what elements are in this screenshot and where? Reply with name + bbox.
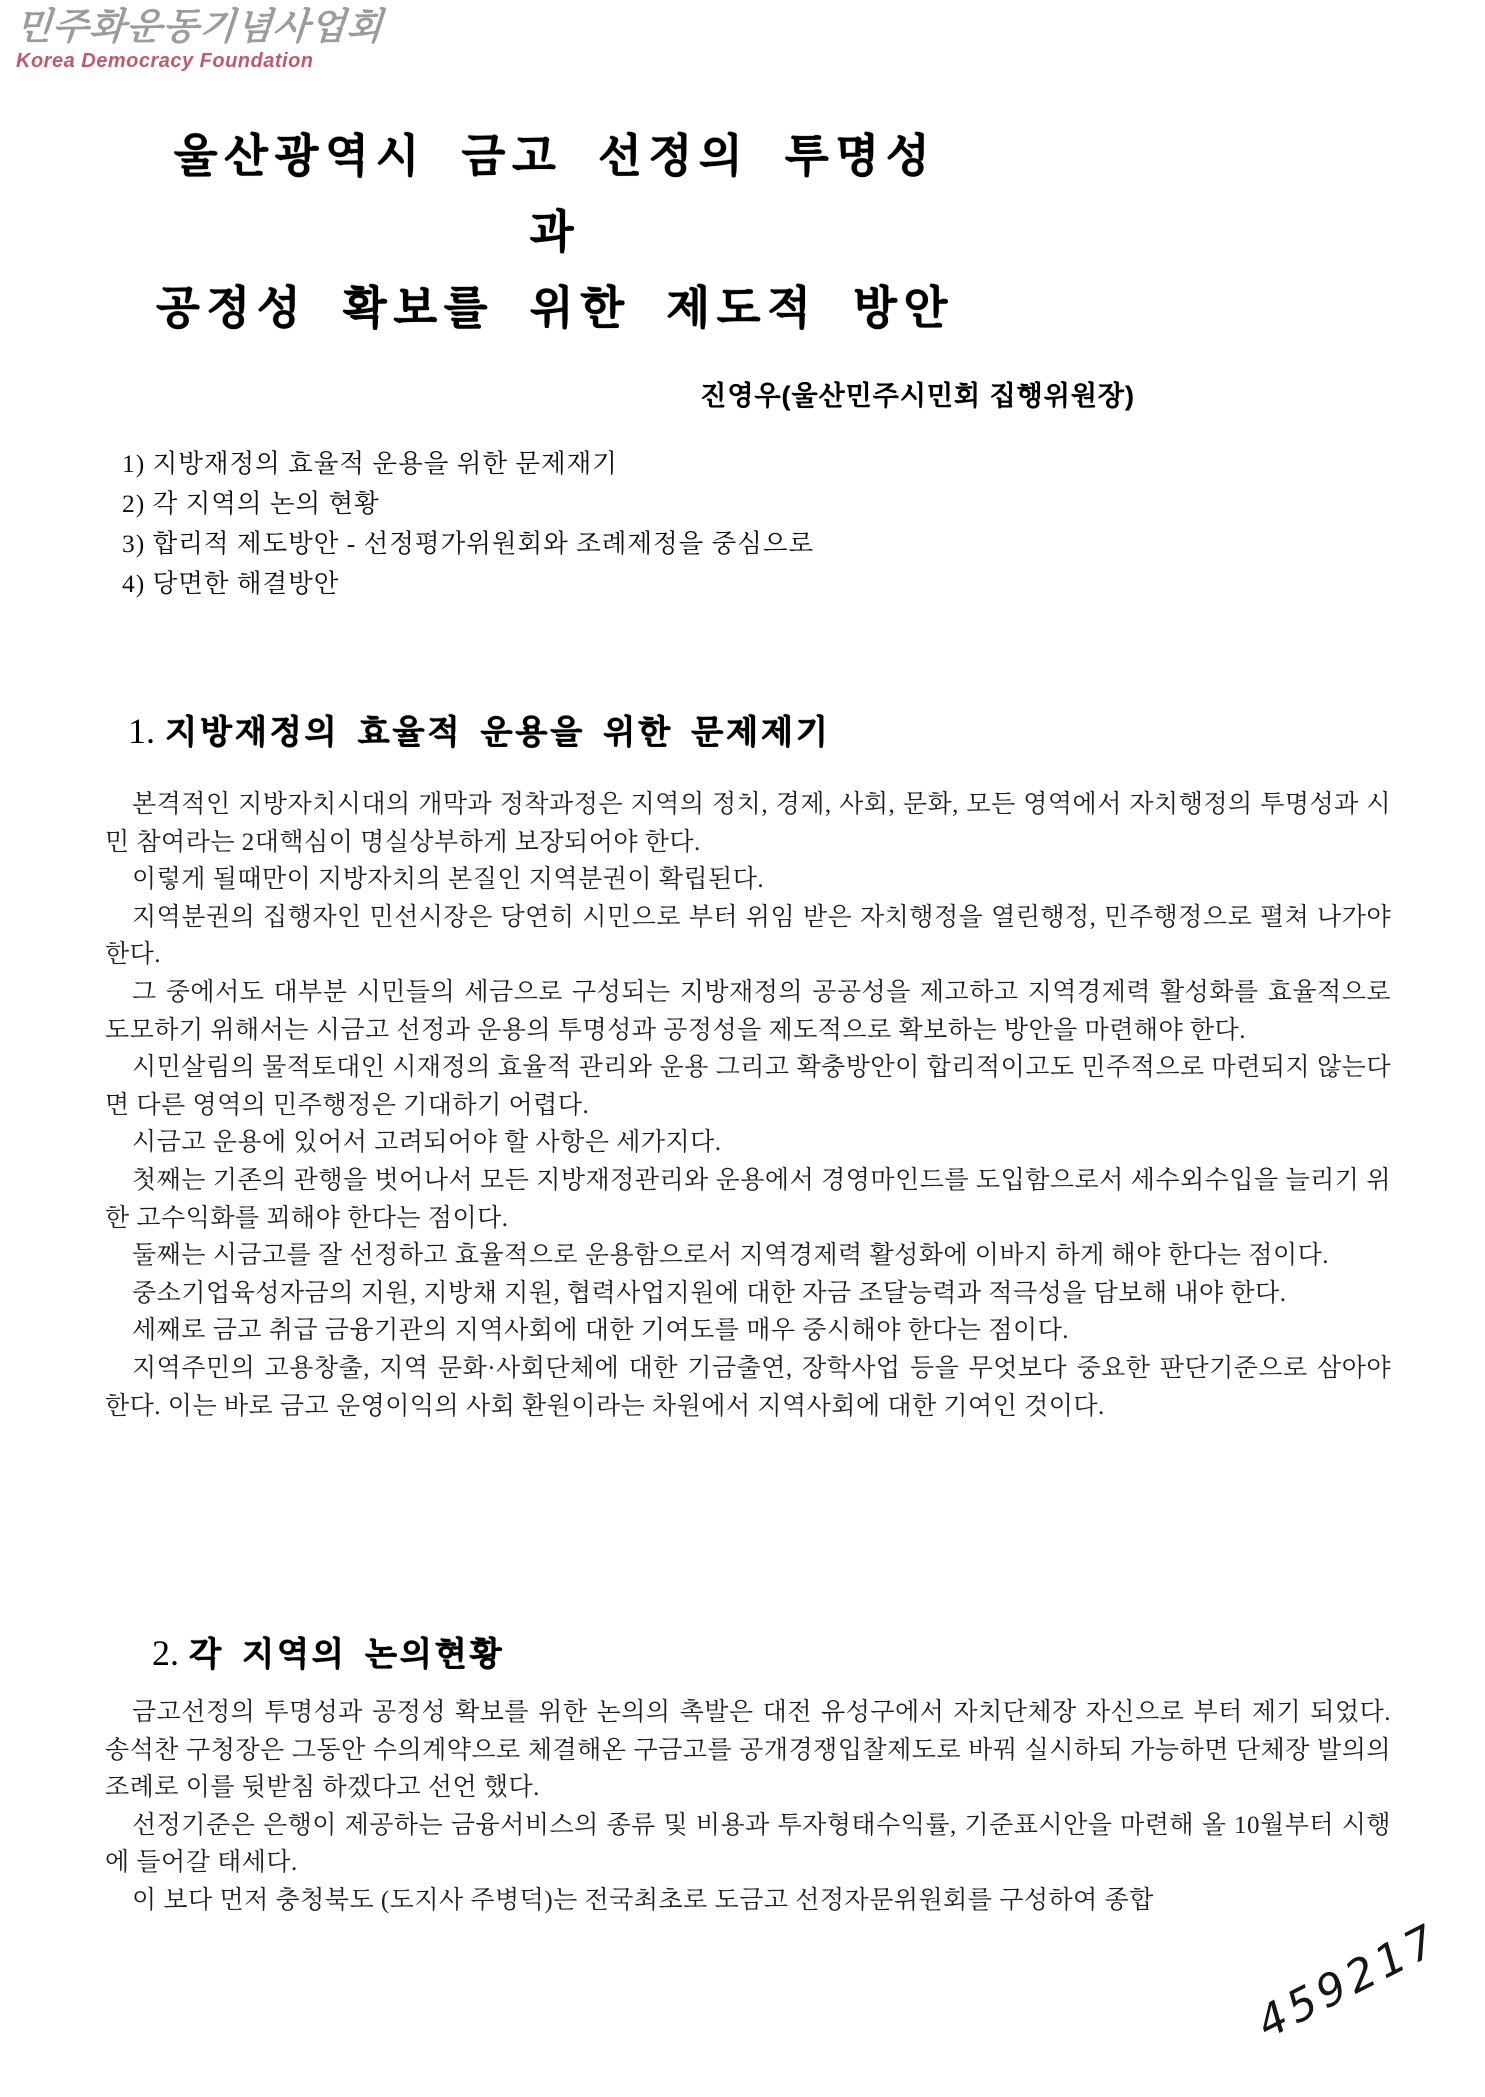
section-1-title: 지방재정의 효율적 운용을 위한 문제제기 [165,713,831,750]
paragraph: 그 중에서도 대부분 시민들의 세금으로 구성되는 지방재정의 공공성을 제고하고 지역경제력 활성화를 효율적으로 도모하기 위해서는 시금고 선정과 운용의 투명성과 공정성을 제도적으로 확보하는 방안을 마련해야 한다. [105,978,1391,1044]
paragraph: 지역분권의 집행자인 민선시장은 당연히 시민으로 부터 위임 받은 자치행정을 열린행정, 민주행정으로 펼쳐 나가야 한다. [105,903,1391,969]
paragraph: 첫째는 기존의 관행을 벗어나서 모든 지방재정관리와 운용에서 경영마인드를 도입함으로서 세수외수입을 늘리기 위한 고수익화를 꾀해야 한다는 점이다. [105,1166,1391,1232]
paragraph: 지역주민의 고용창출, 지역 문화·사회단체에 대한 기금출연, 장학사업 등을 무엇보다 중요한 판단기준으로 삼아야 한다. 이는 바로 금고 운영이익의 사회 환원이라는 차원에서 지역사회에 대한 기여인 것이다. [105,1354,1391,1420]
document-title-line1: 울산광역시 금고 선정의 투명성과 [173,130,937,257]
document-title [150,118,960,346]
paragraph: 이렇게 될때만이 지방자치의 본질인 지역분권이 확립된다. [132,866,765,894]
author-byline: 진영우(울산민주시민회 집행위원장) [700,381,1135,411]
section-1-number: 1. [128,711,155,751]
paragraph: 시민살림의 물적토대인 시재정의 효율적 관리와 운용 그리고 확충방안이 합리적이고도 민주적으로 마련되지 않는다면 다른 영역의 민주행정은 기대하기 어렵다. [105,1054,1391,1119]
toc-item-1: 1) 지방재정의 효율적 운용을 위한 문제재기 [122,449,618,478]
paragraph: 선정기준은 은행이 제공하는 금융서비스의 종류 및 비용과 투자형태수익률, 기준표시안을 마련해 올 10월부터 시행에 들어갈 태세다. [105,1811,1391,1877]
paragraph: 본격적인 지방자치시대의 개막과 정착과정은 지역의 정치, 경제, 사회, 문화, 모든 영역에서 자치행정의 투명성과 시민 참여라는 2대핵심이 명실상부하게 보장되어야 한다. [105,791,1391,856]
table-of-contents [122,444,814,604]
paragraph: 중소기업육성자금의 지원, 지방채 지원, 협력사업지원에 대한 자금 조달능력과 적극성을 담보해 내야 한다. [132,1279,1287,1307]
toc-item-2: 2) 각 지역의 논의 현황 [122,489,380,518]
paragraph: 시금고 운용에 있어서 고려되어야 할 사항은 세가지다. [132,1129,722,1157]
logo-korean-text: 민주화운동기념사업회 [14,4,385,48]
section-1-body [105,786,1391,1425]
section-2-number: 2. [152,1633,179,1673]
section-2-title: 각 지역의 논의현황 [189,1635,505,1672]
paragraph: 세째로 금고 취급 금융기관의 지역사회에 대한 기여도를 매우 중시해야 한다는 점이다. [132,1317,1070,1345]
handwritten-page-number: 459217 [1248,1913,1449,2049]
logo-english-text: Korea Democracy Foundation [16,50,314,72]
toc-item-4: 4) 당면한 해결방안 [122,569,340,598]
paragraph: 둘째는 시금고를 잘 선정하고 효율적으로 운용함으로서 지역경제력 활성화에 이바지 하게 해야 한다는 점이다. [132,1242,1330,1270]
paragraph: 이 보다 먼저 충청북도 (도지사 주병덕)는 전국최초로 도금고 선정자문위원회를 구성하여 종합 [132,1886,1154,1914]
toc-item-3: 3) 합리적 제도방안 - 선정평가위원회와 조례제정을 중심으로 [122,529,815,558]
section-2-heading [152,1628,504,1675]
paragraph: 금고선정의 투명성과 공정성 확보를 위한 논의의 촉발은 대전 유성구에서 자치단체장 자신으로 부터 제기 되었다. 송석찬 구청장은 그동안 수의계약으로 체결해온 구금고를 공개경쟁입찰제도로 바꿔 실시하되 가능하면 단체장 발의의 조례로 이를 뒷받침 하겠다고 선언 했다. [105,1699,1391,1802]
document-title-line2: 공정성 확보를 위한 제도적 방안 [155,282,955,333]
section-1-heading [128,706,831,753]
organization-logo [16,6,383,73]
section-2-body [105,1694,1391,1920]
